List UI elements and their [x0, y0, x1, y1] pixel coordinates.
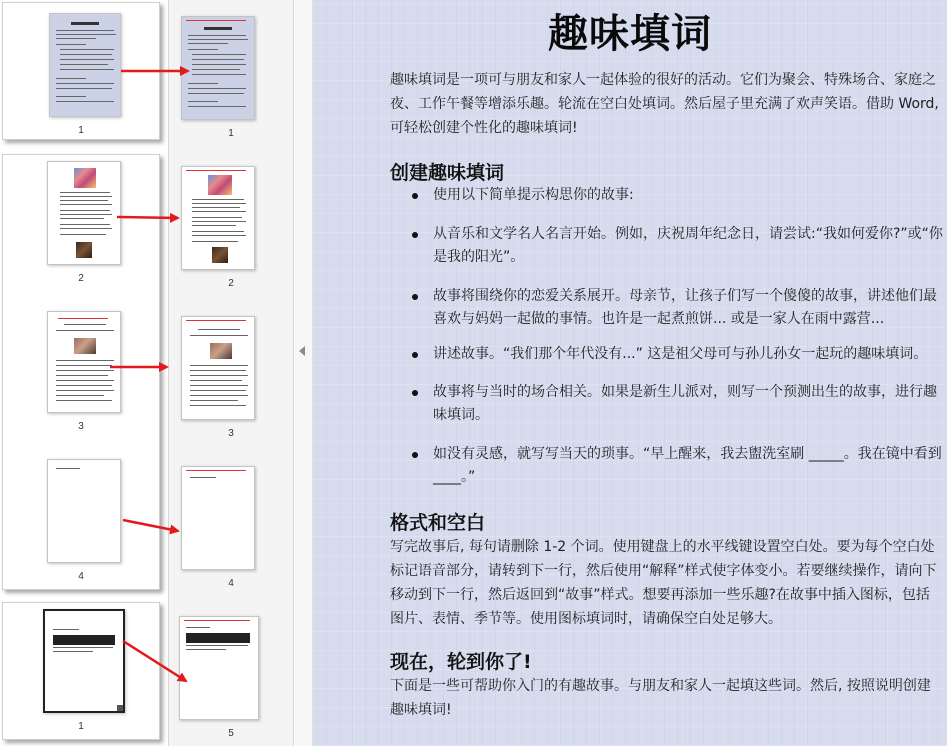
group-panel-2[interactable] [2, 154, 160, 590]
group-page-number: 2 [78, 273, 84, 284]
group-page-number: 1 [78, 125, 84, 136]
format-paragraph: 写完故事后, 每句请删除 1-2 个词。使用键盘上的水平线键设置空白处。要为每个空白处标记语音部分，请转到下一行，然后使用“解释”样式使字体变小。若要继续操作，请向下移动到下一行，然后返回到“故事”样式。想要再添加一些乐趣?在故事中插入图标，包括图片、表情、季节等。使用图标填词时，请确保空白处足够大。 [390, 539, 937, 627]
your-turn-paragraph: 下面是一些可帮助你入门的有趣故事。与朋友和家人一起填这些词。然后, 按照说明创建趣味填词! [390, 678, 931, 718]
document-title: 趣味填词 [548, 11, 712, 57]
thumbnail-page-number: 5 [228, 728, 234, 739]
group-page-thumbnail[interactable] [47, 161, 121, 265]
document-view[interactable] [313, 0, 947, 746]
group-page-number: 4 [78, 571, 84, 582]
thumbnail-page-number: 3 [228, 428, 234, 439]
list-item: 从音乐和文学名人名言开始。例如，庆祝周年纪念日，请尝试:“我如何爱你?”或“你是我的阳光”。 [433, 223, 943, 269]
section-heading-your-turn: 现在，轮到你了! [390, 651, 532, 673]
thumbnail-page-3[interactable] [181, 316, 255, 420]
group-page-number: 3 [78, 421, 84, 432]
group-page-thumbnail[interactable] [49, 13, 121, 117]
list-item: 讲述故事。“我们那个年代没有...” 这是祖父母可与孙儿孙女一起玩的趣味填词。 [433, 343, 943, 366]
thumbnail-page-number: 4 [228, 578, 234, 589]
thumbnail-page-4[interactable] [181, 466, 255, 570]
group-pane [0, 0, 168, 746]
group-panel-3[interactable] [2, 602, 160, 740]
intro-paragraph: 趣味填词是一项可与朋友和家人一起体验的很好的活动。它们为聚会、特殊场合、家庭之夜、工作午餐等增添乐趣。轮流在空白处填词。然后屋子里充满了欢声笑语。借助 Word, 可轻松创建个性化的趣味填词! [390, 72, 939, 136]
thumbnail-page-number: 1 [228, 128, 234, 139]
list-item: 如没有灵感，就写写当天的琐事。“早上醒来，我去盥洗室刷 _____。我在镜中看到 ____。” [433, 443, 943, 489]
list-item: 故事将与当时的场合相关。如果是新生儿派对，则写一个预测出生的故事，进行趣味填词。 [433, 381, 943, 427]
thumbnail-page-number: 2 [228, 278, 234, 289]
thumbnail-page-5[interactable] [179, 616, 259, 720]
thumbnail-page-2[interactable] [181, 166, 255, 270]
thumbnail-pane [168, 0, 294, 746]
group-page-number: 1 [78, 721, 84, 732]
section-heading-format: 格式和空白 [390, 512, 486, 534]
list-item: 故事将围绕你的恋爱关系展开。母亲节，让孩子们写一个傻傻的故事，讲述他们最喜欢与妈妈一起做的事情。也许是一起煮煎饼... 或是一家人在雨中露营... [433, 285, 943, 331]
group-page-thumbnail[interactable] [47, 459, 121, 563]
group-panel-1[interactable] [2, 2, 160, 140]
group-page-thumbnail[interactable] [43, 609, 125, 713]
section-heading-create: 创建趣味填词 [390, 162, 505, 184]
list-item: 使用以下简单提示构思你的故事: [433, 184, 943, 207]
collapse-arrow-icon[interactable] [299, 346, 305, 356]
thumbnail-page-1[interactable] [181, 16, 255, 120]
pane-splitter[interactable] [295, 0, 313, 746]
group-page-thumbnail[interactable] [47, 311, 121, 413]
